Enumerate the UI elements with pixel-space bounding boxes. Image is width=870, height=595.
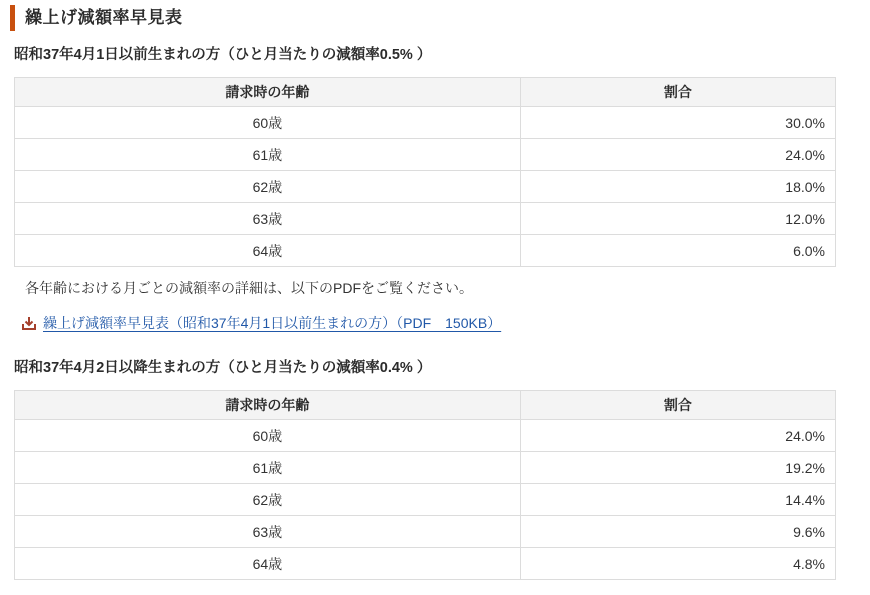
rate-cell: 12.0% <box>520 203 835 235</box>
rate-cell: 6.0% <box>520 235 835 267</box>
rate-cell: 4.8% <box>520 548 835 580</box>
rate-cell: 19.2% <box>520 452 835 484</box>
section-heading-after: 昭和37年4月2日以降生まれの方（ひと月当たりの減額率0.4% ） <box>14 360 432 376</box>
table-row <box>15 235 836 267</box>
table-row <box>15 516 836 548</box>
table-row <box>15 107 836 139</box>
reduction-rate-table-after <box>14 390 836 580</box>
age-cell: 60歳 <box>15 420 521 452</box>
table-row <box>15 139 836 171</box>
rate-cell: 30.0% <box>520 107 835 139</box>
age-cell: 61歳 <box>15 139 521 171</box>
section-showa37-after <box>14 359 838 580</box>
reduction-rate-table-before <box>14 77 836 267</box>
table-row <box>15 484 836 516</box>
rate-cell: 9.6% <box>520 516 835 548</box>
age-cell: 63歳 <box>15 516 521 548</box>
column-header-rate: 割合 <box>520 391 835 420</box>
table-row <box>15 171 836 203</box>
page-title: 繰上げ減額率早見表 <box>10 5 838 31</box>
table-header-row <box>15 78 836 107</box>
section-showa37-before <box>14 46 838 267</box>
pdf-note-text: 各年齢における月ごとの減額率の詳細は、以下のPDFをご覧ください。 <box>25 280 473 296</box>
section-heading-before: 昭和37年4月1日以前生まれの方（ひと月当たりの減額率0.5% ） <box>14 47 432 63</box>
table-header-row <box>15 391 836 420</box>
table-row <box>15 420 836 452</box>
table-row <box>15 452 836 484</box>
rate-cell: 14.4% <box>520 484 835 516</box>
table-row <box>15 203 836 235</box>
age-cell: 64歳 <box>15 235 521 267</box>
rate-cell: 24.0% <box>520 420 835 452</box>
pdf-download-link[interactable]: 繰上げ減額率早見表（昭和37年4月1日以前生まれの方）（PDF 150KB） <box>43 315 502 331</box>
age-cell: 60歳 <box>15 107 521 139</box>
column-header-age: 請求時の年齢 <box>15 391 521 420</box>
age-cell: 64歳 <box>15 548 521 580</box>
rate-cell: 24.0% <box>520 139 835 171</box>
rate-cell: 18.0% <box>520 171 835 203</box>
table-row <box>15 548 836 580</box>
column-header-rate: 割合 <box>520 78 835 107</box>
age-cell: 62歳 <box>15 484 521 516</box>
pdf-download-icon <box>22 316 36 330</box>
age-cell: 63歳 <box>15 203 521 235</box>
age-cell: 62歳 <box>15 171 521 203</box>
column-header-age: 請求時の年齢 <box>15 78 521 107</box>
pdf-link-row <box>22 314 838 332</box>
age-cell: 61歳 <box>15 452 521 484</box>
